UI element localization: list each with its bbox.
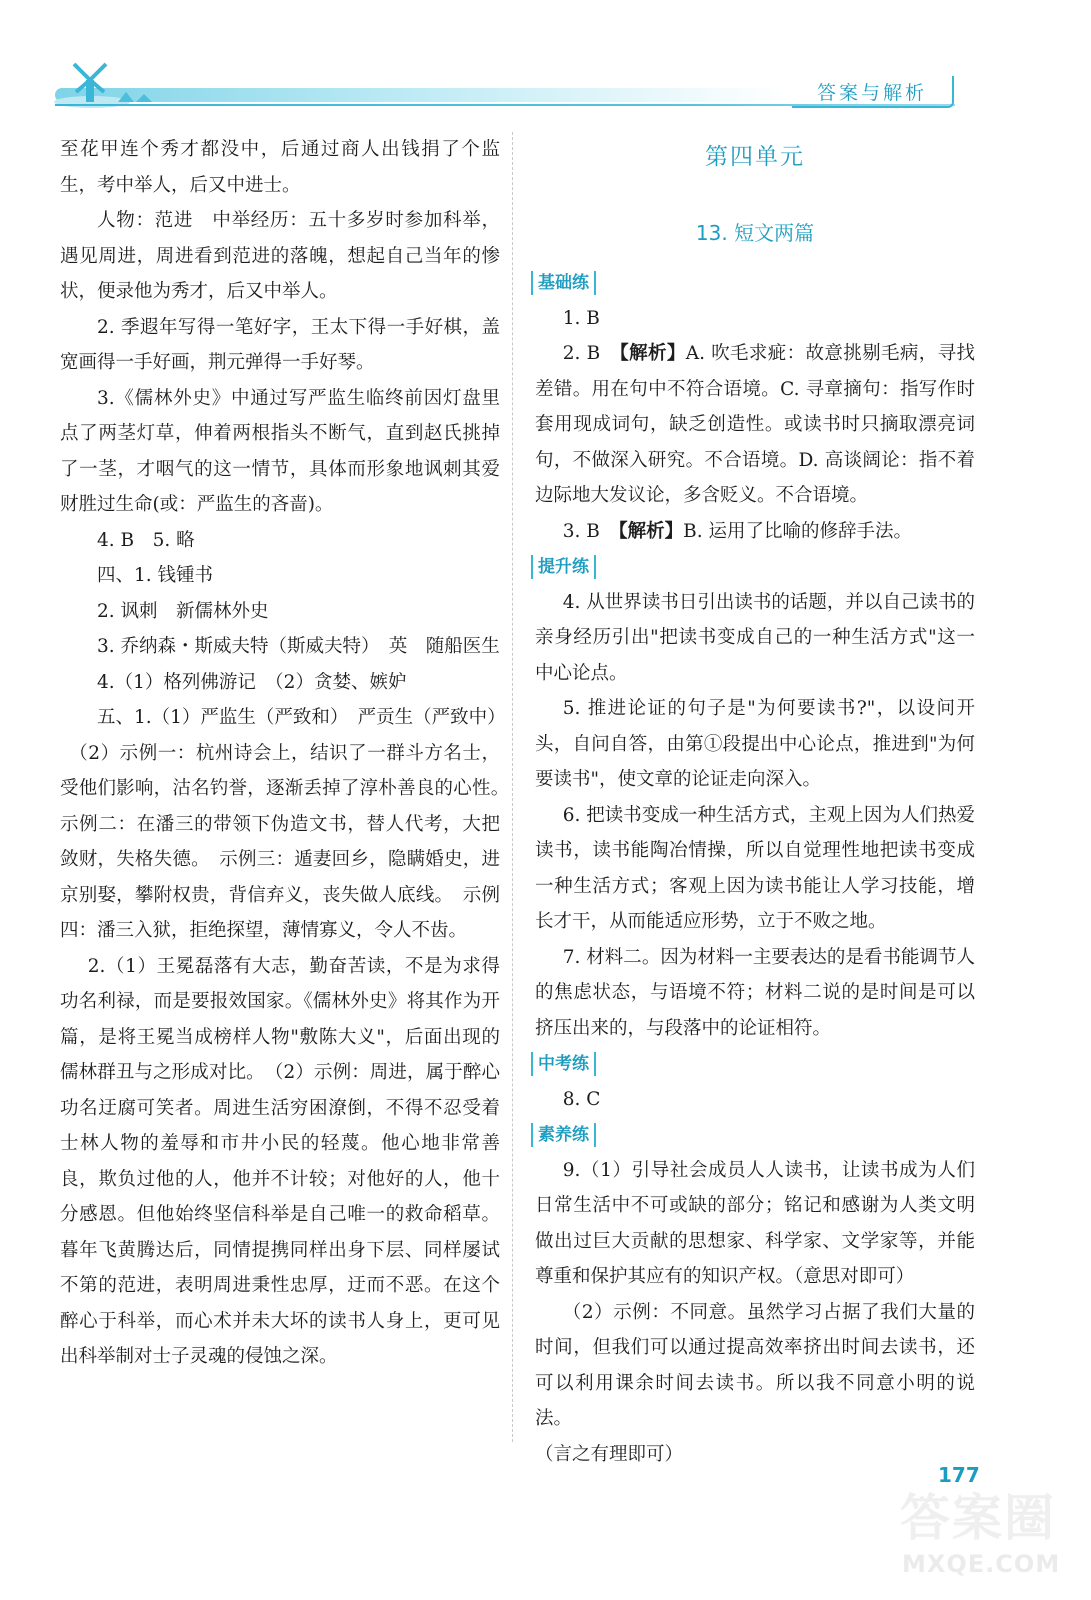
answer-note: （言之有理即可） bbox=[535, 1443, 684, 1465]
page-header bbox=[0, 0, 1091, 115]
answer-paragraph: 8. C bbox=[562, 1088, 601, 1110]
lesson-title: 13. 短文两篇 bbox=[695, 220, 815, 245]
analysis-tag: 【解析】 bbox=[618, 520, 684, 542]
answer-paragraph: 五、1.（1）严监生（严致和） 严贡生（严致中） bbox=[97, 707, 506, 728]
question-number: 2. B bbox=[562, 343, 601, 364]
left-column bbox=[60, 132, 519, 1375]
windmill-icon bbox=[52, 58, 162, 108]
header-section-tag: 答案与解析 bbox=[792, 76, 954, 108]
right-column bbox=[535, 132, 975, 1472]
answer-paragraph: （2）示例：不同意。虽然学习占据了我们大量的时间，但我们可以通过提高效率挤出时间去读书，还可以利用课余时间去读书。所以我不同意小明的说法。 bbox=[535, 1301, 975, 1429]
answer-paragraph: 1. B bbox=[562, 307, 600, 329]
watermark-text: 答案圈 bbox=[900, 1489, 1056, 1547]
answer-paragraph: 2.（1）王冕磊落有大志，勤奋苦读，不是为求得功名利禄，而是要报效国家。《儒林外史》将其作为开篇，是将王冕当成榜样人物"敷陈大义"，后面出现的儒林群丑与之形成对比。 （2）示例：周进，属于醉心功名迂腐可笑者。周进生活穷困潦倒，不得不忍受着士林人物的羞辱和市井小民的轻蔑。他心地非常善良，欺负过他的人，他并不计较；对他好的人，他十分感恩。但他始终坚信科举是自己唯一的救命稻草。暮年飞黄腾达后，同情提携同样出身下层、同样屡试不第的范进，表明周进秉性忠厚，迂而不恶。在这个醉心于科举，而心术并未大坏的读书人身上，更可见出科举制对士子灵魂的侵蚀之深。 bbox=[60, 955, 500, 1367]
answer-paragraph: （2）示例一：杭州诗会上，结识了一群斗方名士，受他们影响，沽名钓誉，逐渐丢掉了淳朴善良的心性。 示例二：在潘三的带领下伪造文书，替人代考，大把敛财，失格失德。 示例三：遁妻回乡，隐瞒婚史，进京别娶，攀附权贵，背信弃义，丧失做人底线。 示例四：潘三入狱，拒绝探望，薄情寡义，令人不齿。 bbox=[60, 742, 519, 941]
answer-paragraph: 四、1. 钱锺书 bbox=[97, 565, 214, 586]
section-label-exam: 中考练 bbox=[531, 1052, 596, 1076]
watermark-logo bbox=[900, 1478, 1070, 1588]
answer-paragraph bbox=[535, 514, 975, 550]
watermark-url: MXQE.COM bbox=[902, 1550, 1061, 1578]
answer-paragraph: 2. 季遐年写得一笔好字，王太下得一手好棋，盖宽画得一手好画，荆元弹得一手好琴。 bbox=[60, 316, 500, 373]
section-label-literacy: 素养练 bbox=[531, 1123, 596, 1147]
answer-paragraph bbox=[535, 336, 975, 514]
analysis-tag: 【解析】 bbox=[619, 343, 686, 364]
question-number: 3. B bbox=[562, 520, 600, 542]
answer-paragraph: 4. B 5. 略 bbox=[97, 529, 195, 551]
answer-paragraph: 4. 从世界读书日引出读书的话题，并以自己读书的亲身经历引出"把读书变成自己的一种生活方式"这一中心论点。 bbox=[535, 591, 975, 684]
answer-paragraph: 7. 材料二。因为材料一主要表达的是看书能调节人的焦虑状态，与语境不符；材料二说的是时间是可以挤压出来的，与段落中的论证相符。 bbox=[535, 946, 975, 1039]
answer-paragraph: 3. 乔纳森・斯威夫特（斯威夫特） 英 随船医生 bbox=[97, 636, 500, 657]
answer-paragraph: 4.（1）格列佛游记 （2）贪婪、嫉妒 bbox=[97, 671, 407, 693]
answer-paragraph: 人物：范进 中举经历：五十多岁时参加科举，遇见周进，周进看到范进的落魄，想起自己当年的惨状，便录他为秀才，后又中举人。 bbox=[60, 210, 500, 302]
unit-title: 第四单元 bbox=[705, 144, 805, 170]
answer-paragraph: 2. 讽刺 新儒林外史 bbox=[97, 600, 269, 622]
page-number: 177 bbox=[938, 1463, 980, 1487]
analysis-text: B. 运用了比喻的修辞手法。 bbox=[683, 520, 913, 542]
answer-paragraph: 至花甲连个秀才都没中，后通过商人出钱捐了个监生，考中举人，后又中进士。 bbox=[60, 139, 500, 196]
answer-paragraph: 9.（1）引导社会成员人人读书，让读书成为人们日常生活中不可或缺的部分；铭记和感谢为人类文明做出过巨大贡献的思想家、科学家、文学家等，并能尊重和保护其应有的知识产权。（意思对即可） bbox=[535, 1159, 975, 1287]
answer-paragraph: 3.《儒林外史》中通过写严监生临终前因灯盘里点了两茎灯草，伸着两根指头不断气，直到赵氏挑掉了一茎，才咽气的这一情节，具体而形象地讽刺其爱财胜过生命(或：严监生的吝啬)。 bbox=[60, 387, 500, 515]
analysis-text: A. 吹毛求疵：故意挑剔毛病，寻找差错。用在句中不符合语境。C. 寻章摘句：指写作时套用现成词句，缺乏创造性。或读书时只摘取漂亮词句，不做深入研究。不合语境。D. 高谈阔论：指不着边际地大发议论，多含贬义。不合语境。 bbox=[535, 343, 975, 506]
answer-paragraph: 5. 推进论证的句子是"为何要读书?"，以设问开头，自问自答，由第①段提出中心论点，推进到"为何要读书"，使文章的论证走向深入。 bbox=[535, 698, 975, 790]
section-label-improve: 提升练 bbox=[531, 555, 596, 579]
section-label-basic: 基础练 bbox=[531, 271, 596, 295]
header-band bbox=[55, 88, 785, 102]
answer-paragraph: 6. 把读书变成一种生活方式，主观上因为人们热爱读书，读书能陶冶情操，所以自觉理性地把读书变成一种生活方式；客观上因为读书能让人学习技能，增长才干，从而能适应形势，立于不败之地。 bbox=[535, 804, 975, 932]
